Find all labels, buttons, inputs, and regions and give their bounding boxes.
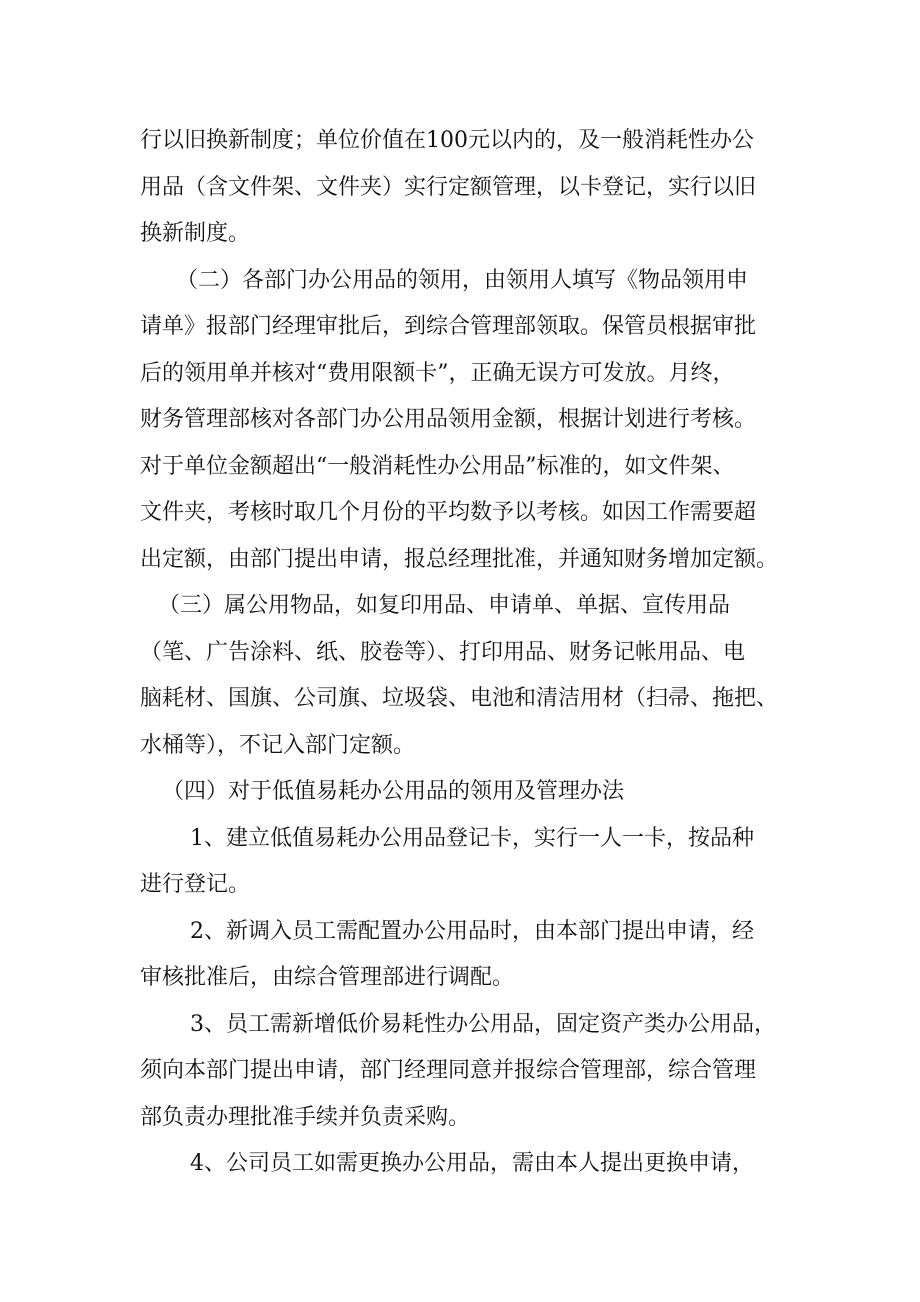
text-line: 脑耗材、国旗、公司旗、垃圾袋、电池和清洁用材（扫帚、拖把、 — [140, 686, 779, 711]
text-line: 用品（含文件架、文件夹）实行定额管理，以卡登记，实行以旧 — [140, 175, 757, 200]
text-line: （三）属公用物品，如复印用品、申请单、单据、宣传用品 — [158, 593, 731, 618]
text-line: 后的领用单并核对“费用限额卡”，正确无误方可发放。月终， — [140, 361, 735, 386]
text-line: （四）对于低值易耗办公用品的领用及管理办法 — [162, 779, 625, 804]
text-line: 对于单位金额超出“一般消耗性办公用品”标准的，如文件架、 — [140, 454, 735, 479]
text-line: 须向本部门提出申请，部门经理同意并报综合管理部，综合管理 — [140, 1058, 757, 1083]
text-line: 出定额，由部门提出申请，报总经理批准，并通知财务增加定额。 — [140, 547, 779, 572]
text-line: 换新制度。 — [140, 221, 251, 246]
text-line: 文件夹，考核时取几个月份的平均数予以考核。如因工作需要超 — [140, 500, 757, 525]
text-line: 2、新调入员工需配置办公用品时，由本部门提出申请，经 — [190, 919, 754, 944]
text-line: （二）各部门办公用品的领用，由领用人填写《物品领用申 — [176, 268, 749, 293]
text-line: 审核批准后，由综合管理部进行调配。 — [140, 965, 515, 990]
text-line: （笔、广告涂料、纸、胶卷等）、打印用品、财务记帐用品、电 — [140, 640, 746, 665]
text-line: 部负责办理批准手续并负责采购。 — [140, 1105, 471, 1130]
text-line: 1、建立低值易耗办公用品登记卡，实行一人一卡，按品种 — [190, 826, 754, 851]
text-line: 4、公司员工如需更换办公用品，需由本人提出更换申请， — [190, 1151, 754, 1176]
text-line: 请单》报部门经理审批后，到综合管理部领取。保管员根据审批 — [140, 314, 757, 339]
text-line: 行以旧换新制度；单位价值在100元以内的，及一般消耗性办公 — [140, 128, 754, 153]
text-line: 财务管理部核对各部门办公用品领用金额，根据计划进行考核。 — [140, 407, 757, 432]
text-line: 3、员工需新增低价易耗性办公用品，固定资产类办公用品， — [190, 1012, 776, 1037]
text-line: 进行登记。 — [140, 872, 251, 897]
text-line: 水桶等），不记入部门定额。 — [140, 733, 416, 758]
